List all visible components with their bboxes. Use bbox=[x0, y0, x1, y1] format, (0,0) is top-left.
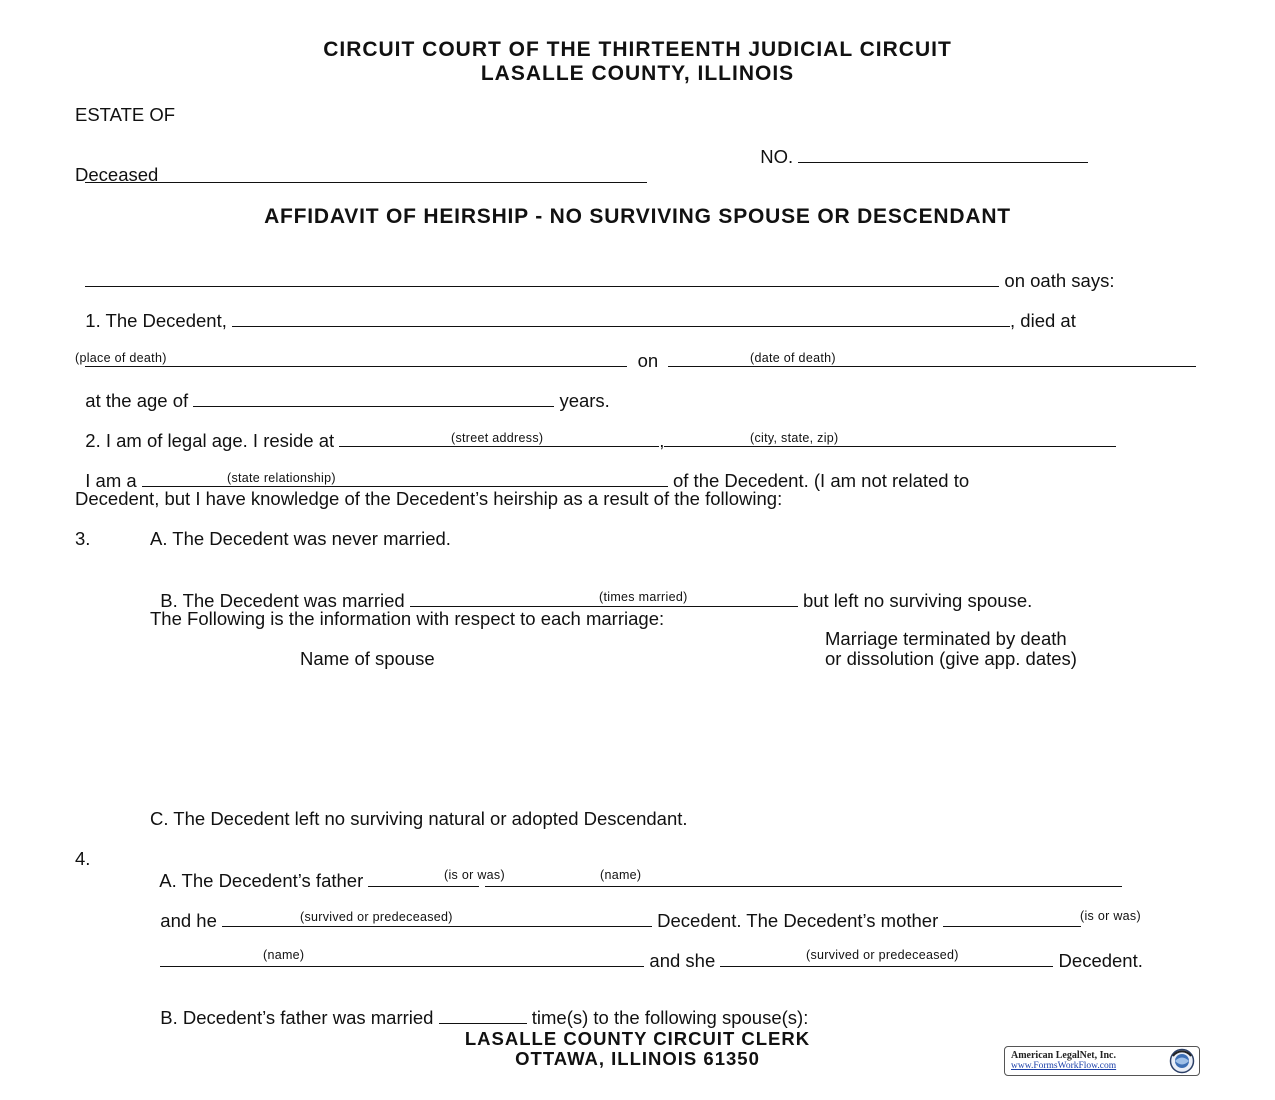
never-married-text: A. The Decedent was never married. bbox=[150, 528, 451, 549]
logo-company-name: American LegalNet, Inc. bbox=[1011, 1050, 1116, 1061]
case-number-field[interactable] bbox=[798, 146, 1088, 163]
and-he-text: and he bbox=[160, 910, 217, 931]
father-prefix: A. The Decedent’s father bbox=[159, 870, 364, 891]
date-of-death-caption: (date of death) bbox=[750, 351, 836, 365]
date-of-death-field[interactable] bbox=[668, 350, 1196, 367]
court-name: CIRCUIT COURT OF THE THIRTEENTH JUDICIAL CIRCUIT bbox=[323, 38, 952, 61]
father-name-caption: (name) bbox=[600, 868, 642, 882]
times-married-row bbox=[150, 568, 1032, 612]
terminated-header-line1: Marriage terminated by death bbox=[825, 628, 1067, 649]
age-field[interactable] bbox=[193, 390, 554, 407]
mother-name-field[interactable] bbox=[160, 950, 644, 967]
oath-text: on oath says: bbox=[1004, 270, 1115, 291]
father-name-field[interactable] bbox=[485, 870, 1122, 887]
deceased-label: Deceased bbox=[75, 164, 159, 185]
clerk-name: LASALLE COUNTY CIRCUIT CLERK bbox=[464, 1028, 811, 1049]
affiant-row bbox=[75, 248, 1114, 292]
marriage-info-text: The Following is the information with respect to each marriage: bbox=[150, 608, 665, 629]
estate-name-row bbox=[75, 144, 647, 188]
died-at-text: , died at bbox=[1010, 310, 1076, 331]
decedent-end-text: Decedent. bbox=[1058, 950, 1143, 971]
globe-icon bbox=[1169, 1048, 1195, 1074]
para4-number: 4. bbox=[75, 848, 91, 869]
place-date-row bbox=[75, 328, 1196, 372]
estate-name-field[interactable] bbox=[85, 166, 647, 183]
knowledge-text: Decedent, but I have knowledge of the Decedent’s heirship as a result of the following: bbox=[75, 488, 783, 509]
place-of-death-caption: (place of death) bbox=[75, 351, 167, 365]
estate-of-label: ESTATE OF bbox=[75, 104, 176, 125]
age-row bbox=[75, 368, 610, 412]
age-prefix: at the age of bbox=[85, 390, 189, 411]
mother-name-caption: (name) bbox=[263, 948, 305, 962]
para2-prefix: 2. I am of legal age. I reside at bbox=[85, 430, 335, 451]
age-suffix: years. bbox=[559, 390, 610, 411]
para1-prefix: 1. The Decedent, bbox=[85, 310, 227, 331]
mother-is-or-was-caption: (is or was) bbox=[1080, 909, 1141, 923]
mother-is-or-was-field[interactable] bbox=[943, 910, 1081, 927]
decedent-row bbox=[75, 288, 1076, 332]
case-number-row bbox=[750, 124, 1088, 168]
affiant-name-field[interactable] bbox=[85, 270, 999, 287]
and-she-text: and she bbox=[649, 950, 716, 971]
clerk-address: OTTAWA, ILLINOIS 61350 bbox=[515, 1048, 760, 1069]
logo-url-link[interactable]: www.FormsWorkFlow.com bbox=[1011, 1061, 1117, 1071]
father-is-or-was-caption: (is or was) bbox=[444, 868, 505, 882]
no-descendant-text: C. The Decedent left no surviving natural or adopted Descendant. bbox=[150, 808, 688, 829]
relationship-caption: (state relationship) bbox=[227, 471, 336, 485]
decedent-name-field[interactable] bbox=[232, 310, 1010, 327]
relationship-row bbox=[75, 448, 969, 492]
i-am-a-text: I am a bbox=[85, 470, 137, 491]
mother-survived-caption: (survived or predeceased) bbox=[806, 948, 959, 962]
case-number-label: NO. bbox=[760, 146, 794, 167]
county-name: LASALLE COUNTY, ILLINOIS bbox=[480, 62, 795, 85]
father-married-row bbox=[150, 985, 808, 1029]
mother-text: Decedent. The Decedent’s mother bbox=[657, 910, 939, 931]
times-married-caption: (times married) bbox=[599, 590, 688, 604]
terminated-header-line2: or dissolution (give app. dates) bbox=[825, 648, 1077, 669]
married-suffix: but left no surviving spouse. bbox=[802, 590, 1033, 611]
married-prefix: B. The Decedent was married bbox=[160, 590, 405, 611]
father-survived-caption: (survived or predeceased) bbox=[300, 910, 453, 924]
father-survived-row bbox=[150, 888, 1081, 932]
on-text: on bbox=[637, 350, 659, 371]
para3-number: 3. bbox=[75, 528, 91, 549]
americanlegalnet-logo[interactable] bbox=[1004, 1046, 1200, 1076]
spouse-name-header: Name of spouse bbox=[300, 648, 435, 669]
relationship-field[interactable] bbox=[142, 470, 668, 487]
city-state-zip-caption: (city, state, zip) bbox=[750, 431, 839, 445]
document-title: AFFIDAVIT OF HEIRSHIP - NO SURVIVING SPOUSE OR DESCENDANT bbox=[264, 205, 1011, 228]
residence-row bbox=[75, 408, 1116, 452]
city-state-zip-field[interactable] bbox=[664, 430, 1116, 447]
father-married-times-field[interactable] bbox=[439, 1007, 527, 1024]
father-married-prefix: B. Decedent’s father was married bbox=[160, 1007, 434, 1028]
of-decedent-text: of the Decedent. (I am not related to bbox=[672, 470, 970, 491]
address-comma: , bbox=[659, 430, 665, 451]
father-married-suffix: time(s) to the following spouse(s): bbox=[531, 1007, 809, 1028]
street-address-caption: (street address) bbox=[451, 431, 544, 445]
